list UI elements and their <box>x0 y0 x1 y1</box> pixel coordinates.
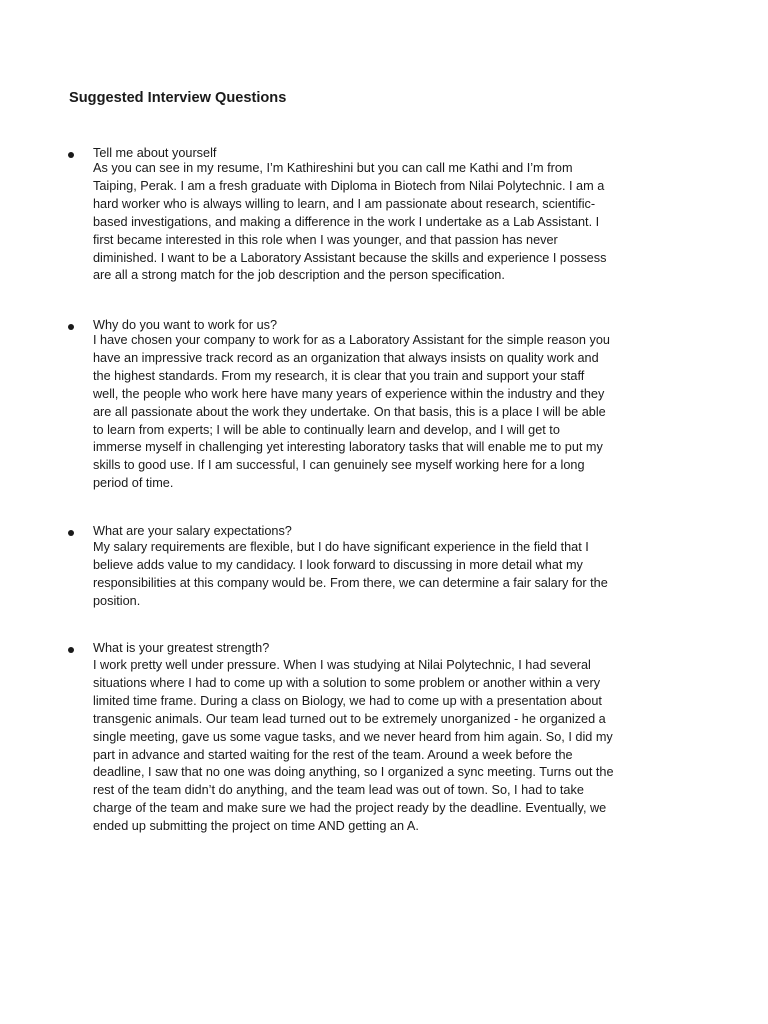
answer-line: immerse myself in challenging yet interesting laboratory tasks that will enable me to put my <box>93 440 603 455</box>
answer-line: My salary requirements are flexible, but I do have significant experience in the field that I <box>93 540 589 554</box>
answer-line: diminished. I want to be a Laboratory Assistant because the skills and experience I possess <box>93 250 607 265</box>
answer-line: first became interested in this role when I was younger, and that passion has never <box>93 232 558 247</box>
document-title: Suggested Interview Questions <box>69 90 287 106</box>
answer-line: believe adds value to my candidacy. I look forward to discussing in more detail what my <box>93 557 583 572</box>
answer-text <box>93 657 614 836</box>
answer-line: are all a strong match for the job description and the person specification. <box>93 268 505 283</box>
answer-line: hard worker who is always willing to learn, and I am passionate about research, scientific- <box>93 196 596 211</box>
question-text: Why do you want to work for us? <box>93 318 278 332</box>
answer-line: Taiping, Perak. I am a fresh graduate with Diploma in Biotech from Nilai Polytechnic. I am a <box>93 178 605 193</box>
question-text: What are your salary expectations? <box>93 524 292 538</box>
answer-text <box>93 160 606 285</box>
answer-line: ended up submitting the project on time AND getting an A. <box>93 819 419 834</box>
answer-line: As you can see in my resume, I’m Kathireshini but you can call me Kathi and I’m from <box>93 161 573 175</box>
answer-line: based investigations, and making a difference in the work I undertake as a Lab Assistant. I <box>93 214 600 229</box>
answer-line: deadline, I saw that no one was doing anything, so I organized a sync meeting. Turns out the <box>93 765 614 780</box>
question-text: Tell me about yourself <box>93 146 217 160</box>
answer-line: responsibilities at this company would be. From there, we can determine a fair salary for the <box>93 575 608 590</box>
bullet-icon <box>68 647 74 653</box>
answer-line: part in advance and started waiting for the rest of the team. Around a week before the <box>93 747 573 762</box>
answer-line: skills to good use. If I am successful, I can genuinely see myself working here for a long <box>93 458 585 473</box>
answer-line: I work pretty well under pressure. When I was studying at Nilai Polytechnic, I had several <box>93 658 591 672</box>
answer-line: have an impressive track record as an organization that always insists on quality work and <box>93 350 599 365</box>
answer-line: charge of the team and make sure we had the project ready by the deadline. Eventually, we <box>93 801 607 816</box>
answer-text <box>93 332 610 493</box>
answer-line: are all passionate about the work they undertake. On that basis, this is a place I will be able <box>93 404 606 419</box>
answer-text <box>93 539 608 611</box>
answer-line: well, the people who work here have many years of experience within the industry and they <box>93 386 605 401</box>
question-text: What is your greatest strength? <box>93 641 270 655</box>
answer-line: the highest standards. From my research, it is clear that you train and support your staff <box>93 368 585 383</box>
answer-line: position. <box>93 593 141 608</box>
answer-line: transgenic animals. Our team lead turned out to be extremely unorganized - he organized a <box>93 711 606 726</box>
answer-line: rest of the team didn’t do anything, and the team lead was out of town. So, I had to take <box>93 783 584 798</box>
answer-line: situations where I had to come up with a solution to some problem or another within a very <box>93 675 601 690</box>
answer-line: single meeting, gave us some vague tasks, and we never heard from him again. So, I did my <box>93 729 613 744</box>
answer-line: I have chosen your company to work for as a Laboratory Assistant for the simple reason you <box>93 333 610 347</box>
bullet-icon <box>68 324 74 330</box>
answer-line: limited time frame. During a class on Biology, we had to come up with a presentation about <box>93 693 602 708</box>
bullet-icon <box>68 152 74 158</box>
answer-line: period of time. <box>93 476 174 491</box>
answer-line: to learn from experts; I will be able to continually learn and develop, and I will get to <box>93 422 560 437</box>
bullet-icon <box>68 530 74 536</box>
